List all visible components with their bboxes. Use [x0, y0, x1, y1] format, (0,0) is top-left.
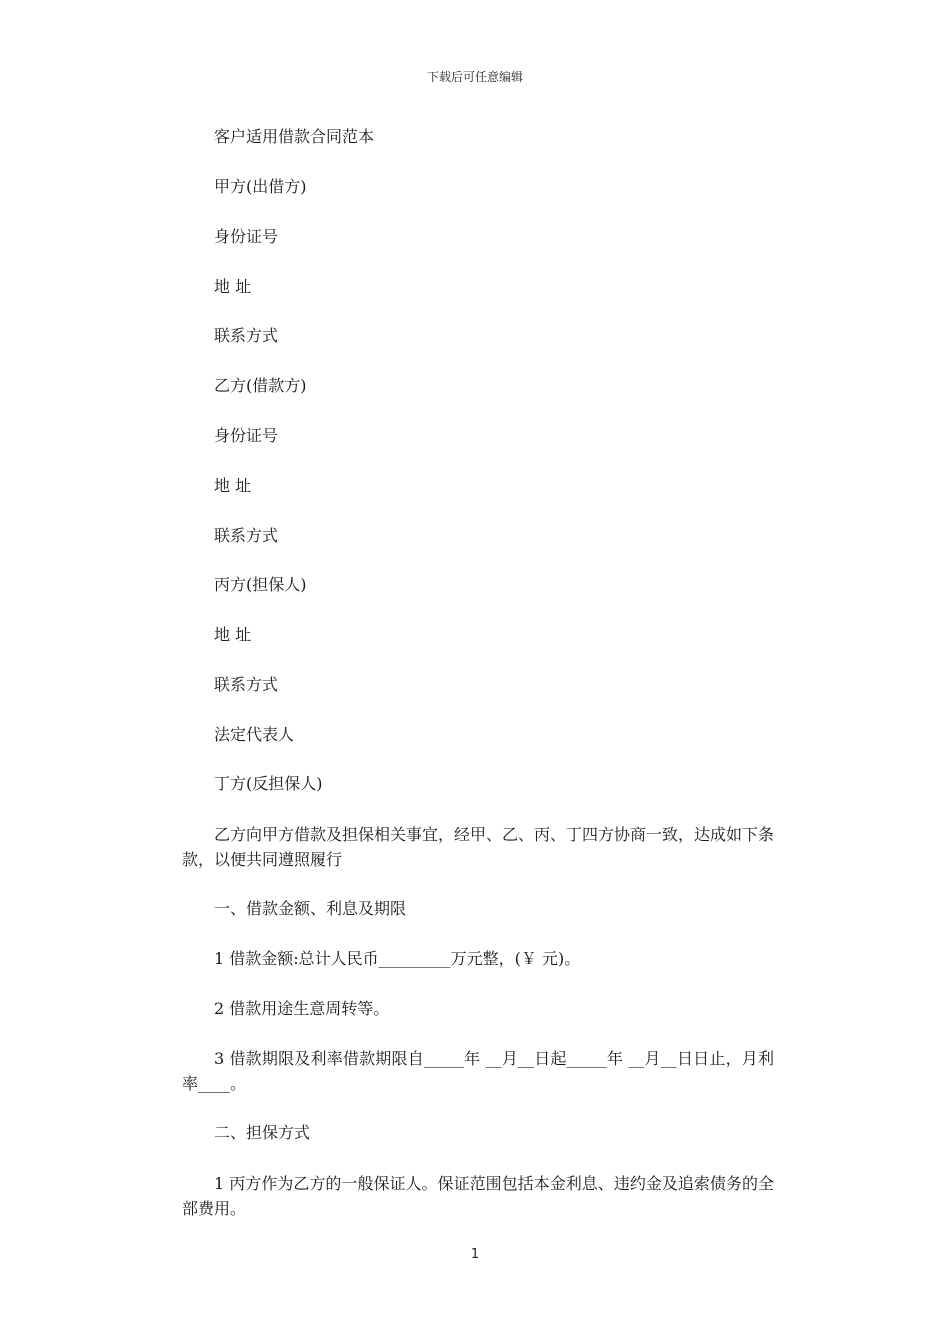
section-2-clause-1: 1 丙方作为乙方的一般保证人。保证范围包括本金利息、违约金及追索债务的全部费用。 [182, 1174, 774, 1218]
intro-paragraph: 乙方向甲方借款及担保相关事宜，经甲、乙、丙、丁四方协商一致，达成如下条款，以便共同遵照履行 [182, 825, 775, 869]
page-header: 下载后可任意编辑 [426, 70, 523, 84]
section-1-clause-2: 2 借款用途生意周转等。 [214, 999, 390, 1018]
party-a-id-label: 身份证号 [214, 227, 279, 246]
section-1-clause-3: 3 借款期限及利率借款期限自_____年 __月__日起_____年 __月__日日止，月利率____。 [182, 1049, 774, 1093]
document-title: 客户适用借款合同范本 [214, 127, 375, 146]
party-c-contact-label: 联系方式 [214, 675, 279, 694]
party-c-address-label: 地 址 [214, 625, 252, 644]
party-b-id-label: 身份证号 [214, 426, 279, 445]
party-b-contact-label: 联系方式 [214, 526, 279, 545]
party-c-legal-rep-label: 法定代表人 [214, 725, 295, 744]
party-a-contact-label: 联系方式 [214, 326, 279, 345]
party-d-label: 丁方(反担保人) [214, 774, 323, 793]
party-a-label: 甲方(出借方) [214, 177, 307, 196]
section-1-clause-1: 1 借款金额:总计人民币_________万元整，(￥ 元)。 [214, 949, 581, 968]
party-a-address-label: 地 址 [214, 277, 252, 296]
party-b-address-label: 地 址 [214, 476, 252, 495]
section-1-heading: 一、借款金额、利息及期限 [214, 899, 407, 918]
page-number: 1 [470, 1247, 480, 1262]
party-b-label: 乙方(借款方) [214, 376, 307, 395]
party-c-label: 丙方(担保人) [214, 575, 307, 594]
section-2-heading: 二、担保方式 [214, 1123, 311, 1142]
